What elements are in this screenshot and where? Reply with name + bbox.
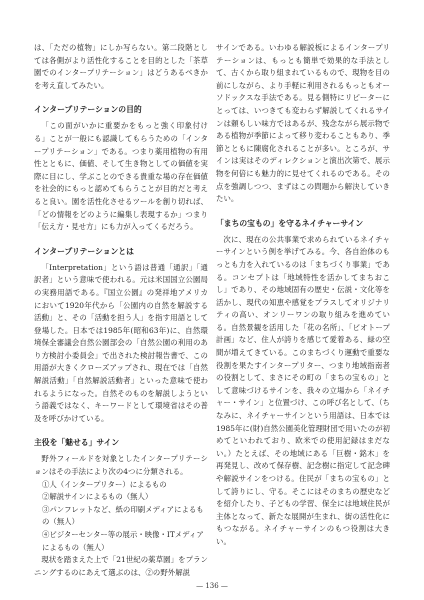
paragraph: 現状を踏まえた上で「21世紀の薬草園」をプランニングするのにあえて選ぶのは、②の野外解説	[34, 555, 208, 577]
paragraph: 「Interpretation」という語は普通「通訳」「通訳者」という意味で使われる。元は米国国立公園局の実務用語である。『国立公園』の発祥地アメリカにおいて1920年代から「公園内の自然を解説する活動」と、その「活動を担う人」を指す用語として登場した。日本では1985年(昭和63年)に、自然環境保全審議会自然公園部会の「自然公園の利用のあり方検討小委員会」で出された検討報告書で、この用語が大きくクローズアップされ、現在では「自然解説活動」「自然解説活動者」といった意味で使われるようになった。自然そのものを解説しようという語義ではなく、キーワードとして環境省はその普及を呼びかけている。	[34, 262, 208, 423]
page-number: — 136 —	[196, 582, 228, 590]
list-item: ④ビジターセンター等の展示・映像・ITメディアによるもの（無人）	[42, 530, 204, 552]
list-item: ③パンフレットなど、紙の印刷メディアによるもの（無人）	[42, 504, 204, 527]
method-list	[34, 479, 208, 555]
section-heading: インタープリテーションの目的	[34, 105, 142, 115]
paragraph: サインである。いわゆる解説板によるインタープリテーションは、もっとも簡単で効果的な手法として、古くから取り組まれているもので、現物を目の前にしながら、より手軽に利用されるもっともオーソドックスな手法である。見る側特にリピーターにとっては、いつきても変わらず解説してくれるサインは頼もしい味方ではあるが、残念ながら展示物である植物が季節によって移り変わることもあり、季節とともに陳腐化されることが多い。ところが、サインは実はそのディレクションと演出次第で、展示物を何倍にも魅力的に見せてくれるのである。その点を強調しつつ、まずはこの問題から解決していきたい。	[216, 43, 390, 204]
paragraph: は、「ただの植物」にしか写らない。第二段階としては各側がより活性化することを目的とした「茶草園でのインタープリテーション」はどうあるべきかを考え直してみたい。	[34, 43, 208, 90]
paragraph: 「この面がいかに重要かをもっと強く印象付ける」ことが一般にも認識してもらうための「インタープリテーション」である。つまり薬用植物の有用性とともに、価値、そして生き物としての価値を実際に目にし、学ぶことのできる貴重な場の存在価値を社会的にもっと認めてもらうことが目的だと考えると良い。園を活性化させるツールを創り切れば、「どの情報をどのように編集し表現するか」つまり「伝え方・見せ方」にも力が入ってくるだろう。	[34, 121, 208, 232]
paragraph: 次に、現在の公共事業で求められているネイチャーサインという例を挙げてみる。今、各自治体のもっとも力を入れているのは「まちづくり事業」である。コンセプトは「地域特性を活かしてまちおこし」であり、その地域固有の歴史・伝説・文化等を活かし、現代の知恵や感覚をプラスしてオリジナリティの高い、オンリーワンの取り組みを進めている。自然景観を活用した「花の名所」、「ビオトープ計画」など、住人が誇りを感じて愛着ある、緑の空間が増えてきている。このまちづくり運動で重要な役割を果たすインタープリター、つまり地域指南者の役割として、まさにその町の「まちの宝もの」として意味づけるサインを、我々の立場から「ネイチャー・サイン」と位置づけ、この呼び名として、（ちなみに、ネイチャーサインという用語は、日本では1985年に(財)自然公園美化管理財団で用いたのが初めてといわれており、欧米での使用記録はまだない。）たとえば、その地域にある「巨樹・銘木」を再発見し、改めて保存樹、記念樹に指定して記念碑や解説サインをつける。住民が「まちの宝もの」として誇りにし、守る。そこにはそのまちの歴史などを紹介したり、子どもの学習、保全には地域住民が主体となって、新たな展開が生まれ、街の活性化にもつながる。ネイチャーサインのもつ役割は大きい。	[216, 234, 390, 546]
left-column	[34, 42, 208, 579]
list-item: ①人（インタープリター）によるもの	[42, 479, 167, 489]
section-heading: インタープリテーションとは	[34, 246, 134, 256]
section-heading: 主役を「魅せる」サイン	[34, 438, 120, 448]
list-item: ②解説サインによるもの（無人）	[42, 492, 153, 502]
section-heading: 「まちの宝もの」を守るネイチャーサイン	[216, 218, 364, 228]
paragraph: 野外フィールドを対象としたインタープリテーションはその手法により次の4つに分類される。	[34, 454, 208, 477]
right-column	[216, 42, 390, 549]
